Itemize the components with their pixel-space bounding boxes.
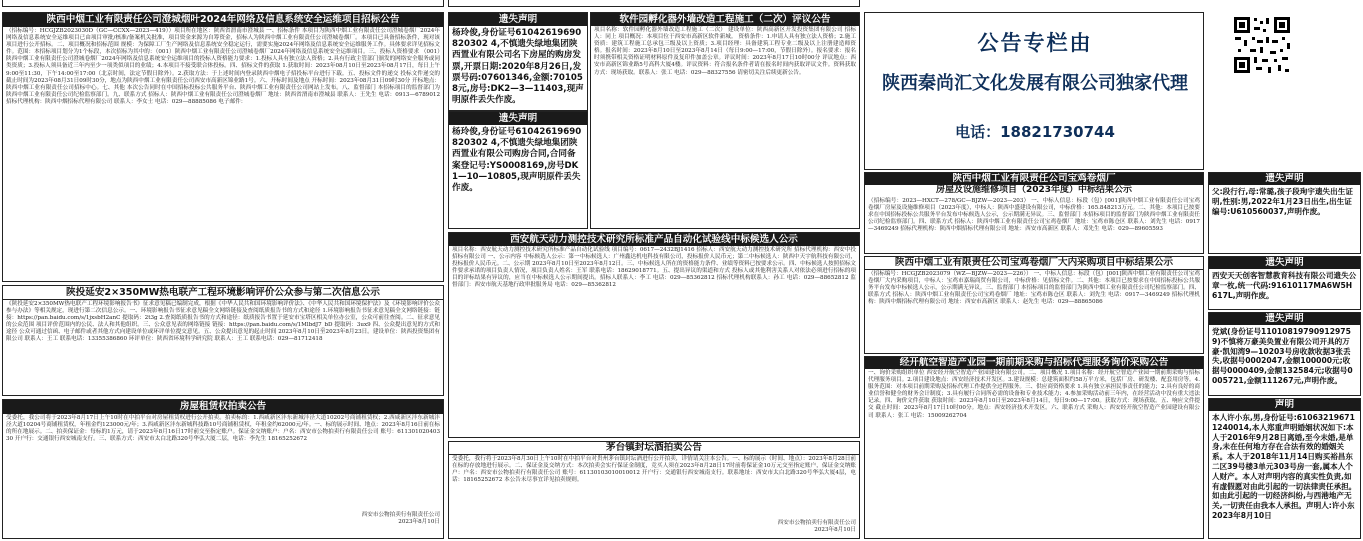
article-baoji-procurement-result	[864, 256, 1204, 354]
article-aviation-park-inquiry	[864, 356, 1204, 539]
article-title: 遗失声明	[1209, 173, 1360, 185]
top-stub-right	[448, 0, 860, 7]
article-title: 茅台镇封坛酒拍卖公告	[449, 442, 859, 455]
ad-title-line2: 陕西秦尚汇文化发展有限公司独家代理	[882, 73, 1188, 94]
qr-code-icon	[1232, 15, 1292, 75]
article-title: 陕西中烟工业有限责任公司澄城烟叶2024年网络及信息系统安全运维项目招标公告	[3, 13, 443, 27]
article-title: 遗失声明	[1209, 257, 1360, 269]
article-liquor-auction	[448, 441, 860, 539]
article-title: 软件园孵化器外墙改造工程施工（二次）评议公告	[591, 13, 859, 26]
article-body: 受委托，我公司将于2023年8月17日上午10时在中拍平台对房屋租赁权进行公开拍卖。拍卖标的：1.西咸新区沣东新城沣泾大道10202号商铺租赁权；2.西咸新区沣东新城沣泾大道10204号商铺租赁权，年租金约123000元/年；3.西咸新区沣东新城科技路10号商铺租赁权，年租金约62000元/年。一、标的展示时间、地点：2023年8月16日前在标的所在地展示。二、拍卖保证金：每标的1万元，请于2023年8月16日17时前交至指定账户。保证金交纳账户：户名：西安市公物拍卖行有限责任公司 账号：61130102040330 开户行：交通银行西安城南支行。三、联系方式：西安市太白北路320号华弘大厦二层，电话：李先生 18165252672	[6, 415, 440, 443]
statement-marriage	[1208, 398, 1361, 539]
article-body: 《陕投延安2×350MW热电联产工程环境影响报告书》征求意见稿已编制完成，根据《中华人民共和国环境影响评价法》、《中华人民共和国环境保护法》及《环境影响评价公众参与办法》等相关规定，现进行第二次信息公示。一、环境影响报告书征求意见稿全文网络链接及查阅纸质报告书的方式和途径 1.环境影响报告书征求意见稿全文网络链接：链接：https://pan.baidu.com/s/1jxsbH2anC 提取码：2t3g 2.查阅纸质报告书的方式和途径：纸质报告书置于延安市宝塔区相关单位办公室，公众可前往查阅。二、征求意见的公众范围 项目评价范围内的公民、法人和其他组织。三、公众意见表的网络链接 链接：https://pan.baidu.com/s/1MlbdJ7_bD 提取码：3ux9 四、公众提出意见的方式和途径 公众可通过信函、电子邮件或者其他方式向建设单位或环评单位提交意见。五、公众提出意见的起止时间 2023年8月10日至2023年8月23日。建设单位：陕西投资集团有限公司 联系人：王工 联系电话：13355386860 环评单位：陕西省环境科学研究院 联系人：王工 联系电话：029—81712418	[6, 301, 440, 343]
article-title: 声明	[1209, 399, 1360, 411]
qr-code-image	[1232, 15, 1292, 75]
article-body: 父:段行行,母:常璐,孩子段珣宇遗失出生证明,性别:男,2022年1月23日出生,出生证编号:U610560037,声明作废。	[1212, 187, 1353, 216]
article-signature: 西安市公物拍卖行有限责任公司 2023年8月10日	[361, 512, 440, 526]
article-title: 陕西中烟工业有限责任公司宝鸡卷烟厂	[865, 173, 1203, 185]
article-baoji-repair-result	[864, 172, 1204, 254]
article-body: 党斌(身份证号110108197909129759)不慎将万豪美奂置业有限公司开具的万豪·凯知湾9—10203号房收款收据3张丢失,收据号0002047,金额100000元;收据号0000409,金额132584元;收据号0005721,金额111267元,声明作废。	[1212, 327, 1353, 385]
article-body: 本人许小东,男,身份证号:610632196711240014,本人郑重声明婚姻状况如下:本人于2016年9月28日离婚,至今未婚,是单身,未在任何地方存在合法有效的婚姻关系。本人于2018年11月14日购买裕昌东二区39号楼3单元303号房一套,属本人个人财产。本人对声明内容的真实性负责,如有虚假愿对由此引起的一切法律责任承担。如由此引起的一切经济纠纷,与西港地产无关,一切责任由我本人承担。声明人:许小东 2023年8月10日	[1212, 413, 1357, 520]
article-subtitle: 房屋及设施维修项目（2023年度）中标结果公示	[935, 185, 1133, 195]
lost-notice-receipts	[1208, 312, 1361, 396]
article-facade-renovation	[590, 12, 860, 229]
article-body: （招标编号：2023—HXCT—278/GC—BJZW—2023—203） 一、中标人信息：标段（包）[001]陕西中烟工业有限责任公司宝鸡卷烟厂房屋及设施维修项目（2023年度），中标人：陕西中盛建设有限公司，中标价格：165.848213万元。二、其他：本项目已按要求在中国招标投标公共服务平台发布中标候选人公示，公示期满无异议。三、监督部门 本招标项目的监督部门为陕西中烟工业有限责任公司纪检监察部门。四、联系方式 招标人：陕西中烟工业有限责任公司宝鸡卷烟厂 地址：宝鸡市陈仓区 联系人：刘先生 电话：0917—3469249 招标代理机构：陕西中烟招标代理有限公司 地址：西安市高新区 联系人：邓先生 电话：029—89605593	[868, 198, 1200, 233]
article-body: 项目名称：软件园孵化器外墙改造工程施工（二次） 建设单位：陕西高新区开发投资集团有限公司 招标人：同上 项目概况：本项目位于西安市高新区软件新城。 资格条件：1.申请人具有独立法人资格；2.施工资质：建筑工程施工总承包三级及以上资质；3.项目经理：具备建筑工程专业二级及以上注册建造师资格。报名时间：2023年8月10日至2023年8月14日（每日9:00—17:00，节假日除外）。报名要求：报名时须携带相关资格证明材料原件及复印件加盖公章。评议时间：2023年8月17日10时00分 评议地点：西安市高新区锦业路5号高科大厦4楼。评议资料：符合报名条件者请在报名时间内获取评议文件。资料获取方式：现场获取。联系人：张工 电话：029—88327556 请密切关注后续更新公告。	[594, 27, 856, 76]
article-title: 经开航空智造产业园一期前期采购与招标代理服务询价采购公告	[865, 357, 1203, 369]
article-body: （招标编号：HCGJZB2023030D（GC—CCXX—2023—419））项目所在地区：陕西省渭南市澄城县 一、招标条件 本项目为陕西中烟工业有限责任公司澄城卷烟厂2024年网络及信息系统安全运维项目已由项目审批/核准/备案机关批准，项目资金来源为自筹资金，招标人为陕西中烟工业有限责任公司澄城卷烟厂。本项目已具备招标条件，现对该项目进行公开招标。二、项目概况和招标范围 规模：为保障工厂生产网络及信息系统安全稳定运行，需要实施2024年网络及信息系统安全运维服务工作。具体要求详见招标文件。范围：本招标项目划分为1个标段，本次招标为其中的：（001）陕西中烟工业有限责任公司澄城卷烟厂2024年网络及信息系统安全运维项目。三、投标人资格要求 （001）陕西中烟工业有限责任公司澄城卷烟厂2024年网络及信息系统安全运维项目的投标人资格能力要求：1.投标人具有独立法人资格；2.具有行政主管部门颁发的网络安全服务或同类资质；3.投标人须具备近三年内至少一项类似项目的业绩；4.本项目不接受联合体投标。四、招标文件的获取 1.获取时间：2023年08月10日至2023年08月17日，每日上午9:00至11:30，下午14:00至17:00（北京时间，法定节假日除外）。2.获取方法：于上述时间内登录陕西中烟电子招投标平台进行下载。五、投标文件的递交 投标文件递交的截止时间为2023年08月31日09时30分，地点为陕西中烟工业有限责任公司西安市高新区锦业路1号。六、开标时间及地点 开标时间：2023年08月31日09时30分 开标地点：陕西中烟工业有限责任公司招标中心。七、其他 本次公告同时在中国招标投标公共服务平台、陕西中烟工业有限责任公司网站上发布。八、监督部门 本招标项目的监督部门为陕西中烟工业有限责任公司纪检监察部门。九、联系方式 招标人：陕西中烟工业有限责任公司澄城卷烟厂 地址：陕西省渭南市澄城县 联系人：王先生 电话：0913—6789012 招标代理机构：陕西中烟招标代理有限公司 联系人：李女士 电话：029—88885086 电子邮件：	[6, 28, 440, 105]
article-title: 遗失声明	[449, 112, 587, 125]
ad-phone: 电话：18821730744	[955, 123, 1115, 141]
article-title: 遗失声明	[449, 13, 587, 26]
article-aerospace-candidate	[448, 232, 860, 438]
top-stub-left	[2, 0, 444, 7]
lost-notice-birth-cert	[1208, 172, 1361, 254]
ad-banner	[864, 12, 1204, 170]
article-body: 西安天天创客智慧教育科技有限公司遗失公章一枚,统一代码:91610117MA6W5H617L,声明作废。	[1212, 271, 1357, 300]
article-eia-notice	[2, 285, 444, 396]
article-title: 遗失声明	[1209, 313, 1360, 325]
article-bid-notice-chengcheng	[2, 12, 444, 282]
article-title: 西安航天动力测控技术研究所标准产品自动化试验线中标候选人公示	[449, 233, 859, 246]
lost-notice-1	[448, 12, 588, 111]
article-title: 陕投延安2×350MW热电联产工程环境影响评价公众参与第二次信息公示	[3, 286, 443, 300]
article-body: 受委托，我行将于2023年8月30日上午10时在中拍平台对贵州茅台镇封坛酒进行公开拍卖，详情请关注本公告。一、标的展示（时间、地点）：2023年8月28日前在标的存放地进行展示。二、保证金及交纳方式：本次拍卖会实行保证金制度，竞买人须在2023年8月28日17时前将保证金10万元交至指定账户，保证金交纳账户：户名：西安市公物拍卖行有限责任公司 账号：61130103010010012 开户行：交通银行西安城南支行。联系地址：西安市太白北路320号华弘大厦4层，电话：18165252672 本公告未尽事宜详见拍卖规则。	[452, 456, 856, 484]
ad-title-line1: 公告专栏由	[977, 30, 1093, 55]
article-title: 陕西中烟工业有限责任公司宝鸡卷烟厂大内采购项目中标结果公示	[865, 257, 1203, 270]
article-body: 杨玲俊,身份证号61042619690820302 4,不慎遗失绿地集团陕西置业有限公司购房合同,合同备案登记号:YS0008169,房号DK1—10—10805,现声明原件丢失作废。	[452, 127, 582, 194]
lost-notice-seal	[1208, 256, 1361, 310]
article-body: 一、询价采购组织单位 西安经开航空智造产业园建设有限公司。二、项目概况 1.项目名称：经开航空智造产业园一期前期采购与招标代理服务项目。2.项目建设地点：西安经济技术开发区。3.建设规模：总建筑面积约58万平方米，包括厂房、研发楼、配套用房等。4.服务范围：对本项目前期采购及招标代理工作提供全过程服务。三、供应商资格要求 1.具有独立承担民事责任的能力；2.具有良好的商业信誉和健全的财务会计制度；3.具有履行合同所必需的设备和专业技术能力；4.参加采购活动前三年内，在经营活动中没有重大违法记录。四、询价文件获取 获取时间：2023年8月10日至2023年8月14日，每日9:00—17:00。获取方式：现场获取。五、响应文件提交 截止时间：2023年8月17日10时00分。地点：西安经济技术开发区。六、联系方式 采购人：西安经开航空智造产业园建设有限公司 联系人：张工 电话：15009262704	[868, 370, 1201, 419]
article-body: 杨玲俊,身份证号61042619690820302 4,不慎遗失绿地集团陕西置业有限公司名下房屋的购房发票,开票日期:2020年8月26日,发票号码:07601346,金额:701058元,房号:DK2—3—11403,现声明原件丢失作废。	[452, 28, 584, 106]
article-body: 项目名称：西安航天动力测控技术研究所标准产品自动化试验线 项目编号：0617—2432BJ1416 招标人：西安航天动力测控技术研究所 招标代理机构：西安中投招标有限公司 一、公示内容 中标候选人公示：第一中标候选人：广州鑫达机电科技有限公司，投标报价人民币元；第二中标候选人：陕西中天宇航科技有限公司，投标报价人民币元。二、公示期 2023年8月10日至2023年8月12日。三、中标候选人所在的资格能力条件、业绩等资料已按要求公示。四、中标候选人按照招标文件要求承诺的项目负责人情况，项目负责人姓名：王军 联系电话：18629018771。五、提出异议的渠道和方式 投标人或其他利害关系人对依法必须进行招标的项目的评标结果有异议的，应当在中标候选人公示期间提出。招标人联系人：李工 电话：029—85362812 招标代理机构联系人：孙工 电话：029—88652812 监督部门：西安市航天基地行政审批服务局 电话：029—85362812	[452, 247, 857, 289]
article-signature: 西安市公物拍卖行有限责任公司 2023年8月10日	[777, 520, 856, 534]
article-title: 房屋租赁权拍卖公告	[3, 400, 443, 414]
article-lease-auction	[2, 399, 444, 539]
article-body: （招标编号：HCGJZB2023079（WZ—BJZW—2023—226）） 一、中标人信息：标段（包）[001]陕西中烟工业有限责任公司宝鸡卷烟厂大内采购项目，中标人：宝鸡市嘉瑞商贸有限公司，中标价格：见招标文件。二、其他：本项目已按要求在中国招标投标公共服务平台发布中标候选人公示，公示期满无异议。三、监督部门 本招标项目的监督部门为陕西中烟工业有限责任公司纪检监察部门。四、联系方式 招标人：陕西中烟工业有限责任公司宝鸡卷烟厂 地址：宝鸡市陈仓区 联系人：刘先生 电话：0917—3469249 招标代理机构：陕西中烟招标代理有限公司 地址：西安市高新区 联系人：赵先生 电话：029—88865086	[868, 271, 1200, 306]
lost-notice-2	[448, 111, 588, 229]
